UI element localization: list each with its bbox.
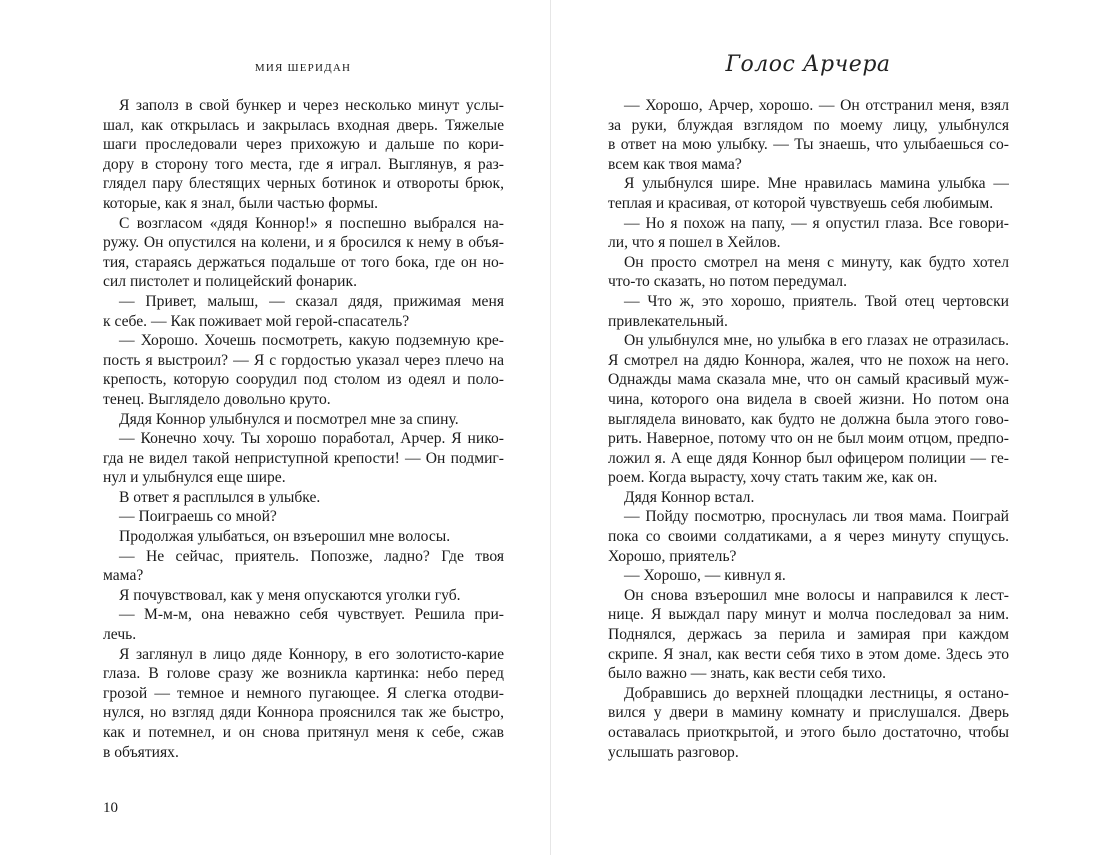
text-line: привлекательный. [608, 312, 728, 330]
text-line: Поднялся, держась за перила и замирая при каждом [608, 626, 1009, 644]
text-line: — Привет, малыш, — сказал дядя, прижимая меня [119, 292, 504, 310]
text-line: как и потемнел, и он снова притянул меня к себе, сжав [103, 724, 504, 741]
text-line: Он улыбнулся мне, но улыбка в его глазах не отразилась. [624, 332, 1009, 350]
text-line: оставалась приоткрытой, и этого было достаточно, чтобы [608, 724, 1009, 741]
text-line: Дядя Коннор улыбнулся и посмотрел мне за спину. [119, 410, 459, 428]
text-line: рить. Наверное, потому что он не был моим отцом, предпо- [608, 430, 1009, 448]
paragraph [608, 488, 1009, 508]
text-line: Он просто смотрел на меня с минуту, как будто хотел [624, 253, 1009, 271]
text-line: — М-м-м, она неважно себя чувствует. Решила при- [119, 606, 504, 624]
text-line: глядел пару блестящих черных ботинок и отвороты брюк, [103, 175, 504, 193]
paragraph [608, 566, 1009, 586]
paragraph [103, 292, 504, 331]
text-line: чина, которого она видела в своей жизни. Но потом она [608, 390, 1009, 408]
text-line: пока со своими солдатиками, а я через минуту спущусь. [608, 528, 1009, 546]
text-line: всем как твоя мама? [608, 155, 742, 173]
text-line: — Но я похож на папу, — я опустил глаза. Все говори- [624, 214, 1009, 232]
paragraph [103, 605, 504, 644]
text-line: ружу. Он опустился на колени, и я бросился к нему в объя- [103, 234, 504, 252]
text-line: вился у двери в мамину комнату и прислушался. Дверь [608, 704, 1009, 722]
running-head-author: МИЯ ШЕРИДАН [254, 62, 352, 74]
paragraph [103, 214, 504, 292]
paragraph [608, 586, 1009, 684]
text-line: В ответ я расплылся в улыбке. [119, 488, 321, 506]
text-line: тия, стараясь держаться подальше от того бока, где он но- [103, 253, 504, 271]
text-line: выглядела виновато, как будто не должна была этого гово- [608, 410, 1009, 428]
text-line: к себе. — Как поживает мой герой-спасатель? [103, 312, 410, 330]
text-line: — Пойду посмотрю, проснулась ли твоя мама. Поиграй [624, 508, 1009, 526]
text-line: лечь. [103, 626, 137, 644]
right-page [552, 0, 1104, 855]
text-line: в объятиях. [103, 743, 179, 761]
text-line: С возгласом «дядя Коннор!» я поспешно выбрался на- [119, 214, 504, 232]
paragraph [608, 331, 1009, 488]
text-line: Я улыбнулся шире. Мне нравилась мамина улыбка — [624, 175, 1009, 193]
text-line: Я заглянул в лицо дяде Коннору, в его золотисто-карие [119, 645, 504, 663]
page-number: 10 [103, 800, 118, 816]
text-line: которые, как я знал, были частью формы. [103, 194, 379, 212]
paragraph [103, 96, 504, 214]
text-line: Однажды мама сказала мне, что он самый красивый муж- [608, 371, 1009, 389]
paragraph [608, 292, 1009, 331]
text-line: крепость, которую соорудил под столом из одеял и поло- [103, 371, 504, 389]
text-line: шаги проследовали через прихожую и дальше по кори- [103, 136, 504, 154]
text-line: Я смотрел на дядю Коннора, жалея, что не похож на него. [608, 351, 1009, 369]
paragraph [103, 586, 504, 606]
text-line: — Хорошо. Хочешь посмотреть, какую подземную кре- [119, 332, 504, 350]
text-line: нице. Я выждал пару минут и молча последовал за ним. [608, 606, 1009, 624]
text-line: Дядя Коннор встал. [624, 488, 755, 506]
text-line: гда не видел такой неприступной крепости! — Он подмиг- [103, 449, 504, 467]
paragraph [103, 527, 504, 547]
paragraph [103, 429, 504, 488]
text-line: шал, как открылась и закрылась входная дверь. Тяжелые [103, 116, 504, 134]
paragraph [608, 253, 1009, 292]
left-page-text [103, 96, 504, 762]
text-line: Я почувствовал, как у меня опускаются уголки губ. [119, 586, 461, 604]
left-page [0, 0, 551, 855]
text-line: Продолжая улыбаться, он взъерошил мне волосы. [119, 528, 451, 546]
text-line: грозой — темное и немного пугающее. Я слегка отодви- [103, 684, 504, 702]
paragraph [608, 96, 1009, 174]
text-line: — Что ж, это хорошо, приятель. Твой отец чертовски [624, 292, 1009, 310]
text-line: мама? [103, 567, 144, 585]
text-line: теплая и красивая, от которой чувствуешь себя любимым. [608, 194, 994, 212]
text-line: глаза. В голове сразу же возникла картинка: небо перед [103, 665, 504, 683]
text-line: — Хорошо, — кивнул я. [624, 567, 786, 585]
text-line: сил пистолет и полицейский фонарик. [103, 273, 357, 291]
paragraph [103, 331, 504, 409]
text-line: Добравшись до верхней площадки лестницы, я остано- [624, 684, 1009, 702]
text-line: услышать разговор. [608, 743, 739, 761]
text-line: — Конечно хочу. Ты хорошо поработал, Арчер. Я нико- [119, 430, 504, 448]
paragraph [608, 174, 1009, 213]
text-line: нул и улыбнулся еще шире. [103, 469, 286, 487]
paragraph [103, 410, 504, 430]
text-line: тенец. Выглядело довольно круто. [103, 390, 331, 408]
paragraph [608, 507, 1009, 566]
text-line: — Не сейчас, приятель. Попозже, ладно? Где твоя [119, 547, 504, 565]
text-line: роем. Когда вырасту, хочу стать таким же, как он. [608, 469, 938, 487]
paragraph [608, 214, 1009, 253]
running-head-title: Голос Арчера [725, 52, 891, 77]
paragraph [103, 507, 504, 527]
text-line: ложил я. А еще дядя Коннор был офицером полиции — ге- [608, 449, 1009, 467]
text-line: — Поиграешь со мной? [119, 508, 277, 526]
text-line: нулся, но взгляд дяди Коннора прояснился так же быстро, [103, 704, 504, 722]
text-line: — Хорошо, Арчер, хорошо. — Он отстранил меня, взял [624, 97, 1009, 114]
paragraph [103, 547, 504, 586]
paragraph [103, 488, 504, 508]
right-page-text [608, 96, 1009, 762]
text-line: Я заполз в свой бункер и через несколько минут услы- [119, 97, 504, 114]
text-line: за руки, блуждая взглядом по моему лицу, улыбнулся [608, 116, 1009, 134]
paragraph [103, 645, 504, 763]
paragraph [608, 684, 1009, 762]
text-line: что-то сказать, но потом передумал. [608, 273, 847, 291]
text-line: ли, что я пошел в Хейлов. [608, 234, 781, 252]
text-line: было важно — знать, как вести себя тихо. [608, 665, 887, 683]
text-line: Он снова взъерошил мне волосы и направился к лест- [624, 586, 1009, 604]
text-line: пость я выстроил? — Я с гордостью указал через плечо на [103, 351, 504, 369]
text-line: скрипе. Я знал, как вести себя тихо в этом доме. Здесь это [608, 645, 1009, 663]
text-line: Хорошо, приятель? [608, 547, 737, 565]
text-line: дору в сторону того места, где я играл. Выглянув, я раз- [103, 155, 504, 173]
text-line: в ответ на мою улыбку. — Ты знаешь, что улыбаешься со- [608, 136, 1009, 154]
book-spine-divider [550, 0, 551, 855]
